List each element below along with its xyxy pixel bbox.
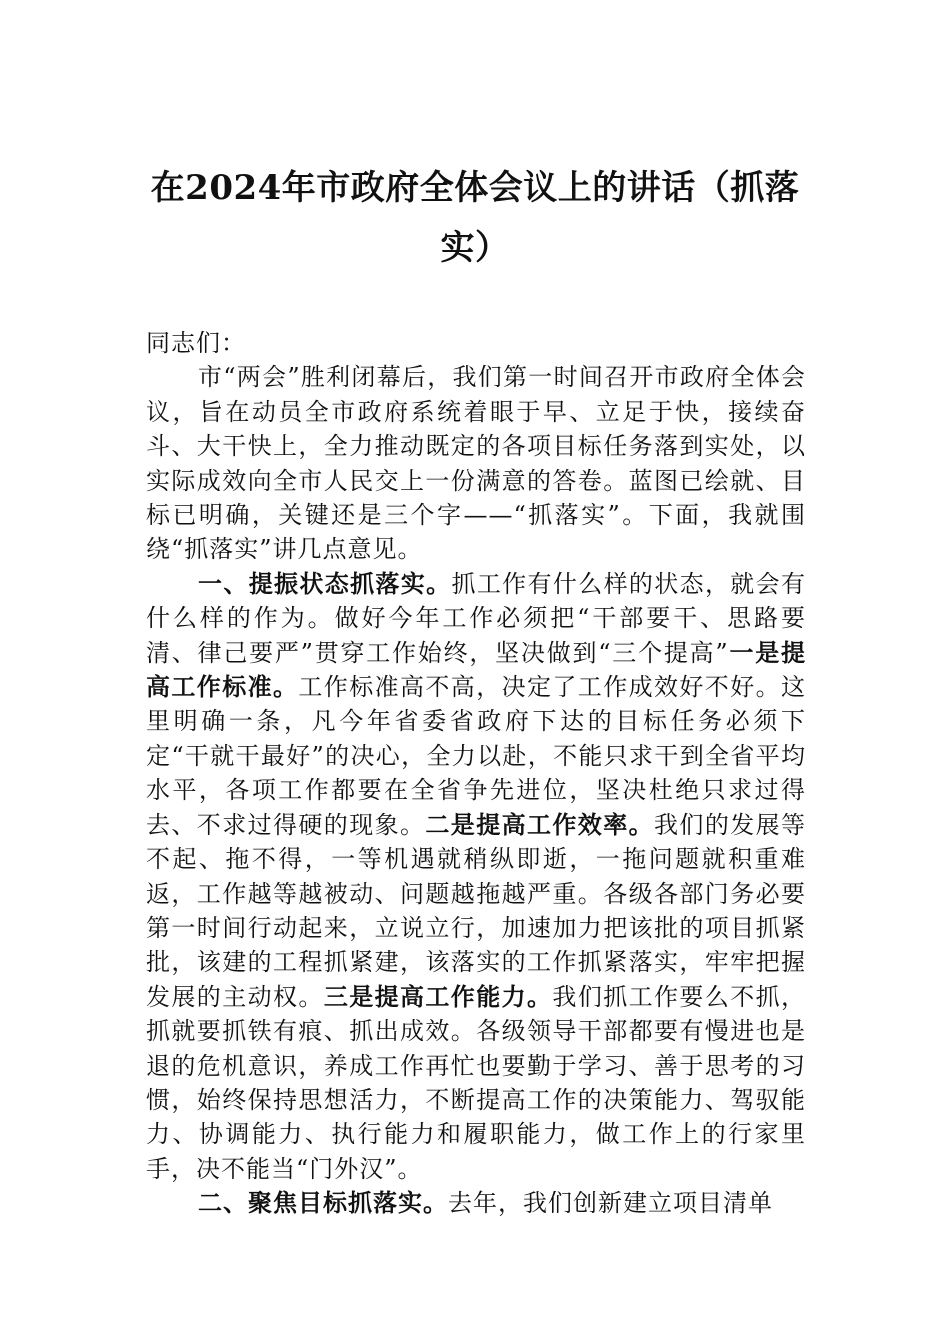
salutation: 同志们： (146, 329, 246, 357)
document-body (146, 326, 806, 1221)
section-1-point-3-text: 我们抓工作要么不抓，抓就要抓铁有痕、抓出成效。各级领导干部都要有慢进也是退的危机意识，养成工作再忙也要勤于学习、善于思考的习惯，始终保持思想活力，不断提高工作的决策能力、驾驭能力、协调能力、执行能力和履职能力，做工作上的行家里手，决不能当“门外汉”。 (146, 982, 807, 1183)
section-1-intro: 抓工作有什么样的状态，就会有什么样的作为。做好今年工作必须把“干部要干、思路要清、律己要严”贯穿工作始终，坚决做到“三个提高” (146, 569, 807, 667)
section-2-heading: 二、聚焦目标抓落实。 (198, 1188, 448, 1218)
section-1-point-1-heading: 一是提高工作标准。 (146, 637, 807, 702)
section-1-heading: 一、提振状态抓落实。 (198, 568, 452, 598)
section-1-point-2-heading: 二是提高工作效率。 (425, 809, 655, 839)
document-title: 在2024年市政府全体会议上的讲话（抓落实） (150, 168, 800, 268)
section-2-text: 去年，我们创新建立项目清单 (448, 1189, 773, 1218)
section-1-point-3-heading: 三是提高工作能力。 (323, 981, 553, 1011)
paragraph-section-2 (146, 1186, 806, 1220)
section-1-point-2-text: 我们的发展等不起、拖不得，一等机遇就稍纵即逝，一拖问题就积重难返，工作越等越被动、问题越拖越严重。各级各部门务必要第一时间行动起来，立说立行，加速加力把该批的项目抓紧批，该建的工程抓紧建，该落实的工作抓紧落实，牢牢把握发展的主动权。 (146, 810, 807, 1011)
paragraph-intro: 市“两会”胜利闭幕后，我们第一时间召开市政府全体会议，旨在动员全市政府系统着眼于早、立足于快，接续奋斗、大干快上，全力推动既定的各项目标任务落到实处，以实际成效向全市人民交上一份满意的答卷。蓝图已绘就、目标已明确，关键还是三个字——“抓落实”。下面，我就围绕“抓落实”讲几点意见。 (146, 363, 806, 564)
section-1-point-1-text: 工作标准高不高，决定了工作成效好不好。这里明确一条，凡今年省委省政府下达的目标任务必须下定“干就干最好”的决心，全力以赴，不能只求干到全省平均水平，各项工作都要在全省争先进位，坚决杜绝只求过得去、不求过得硬的现象。 (146, 673, 807, 839)
paragraph-section-1 (146, 567, 806, 1186)
